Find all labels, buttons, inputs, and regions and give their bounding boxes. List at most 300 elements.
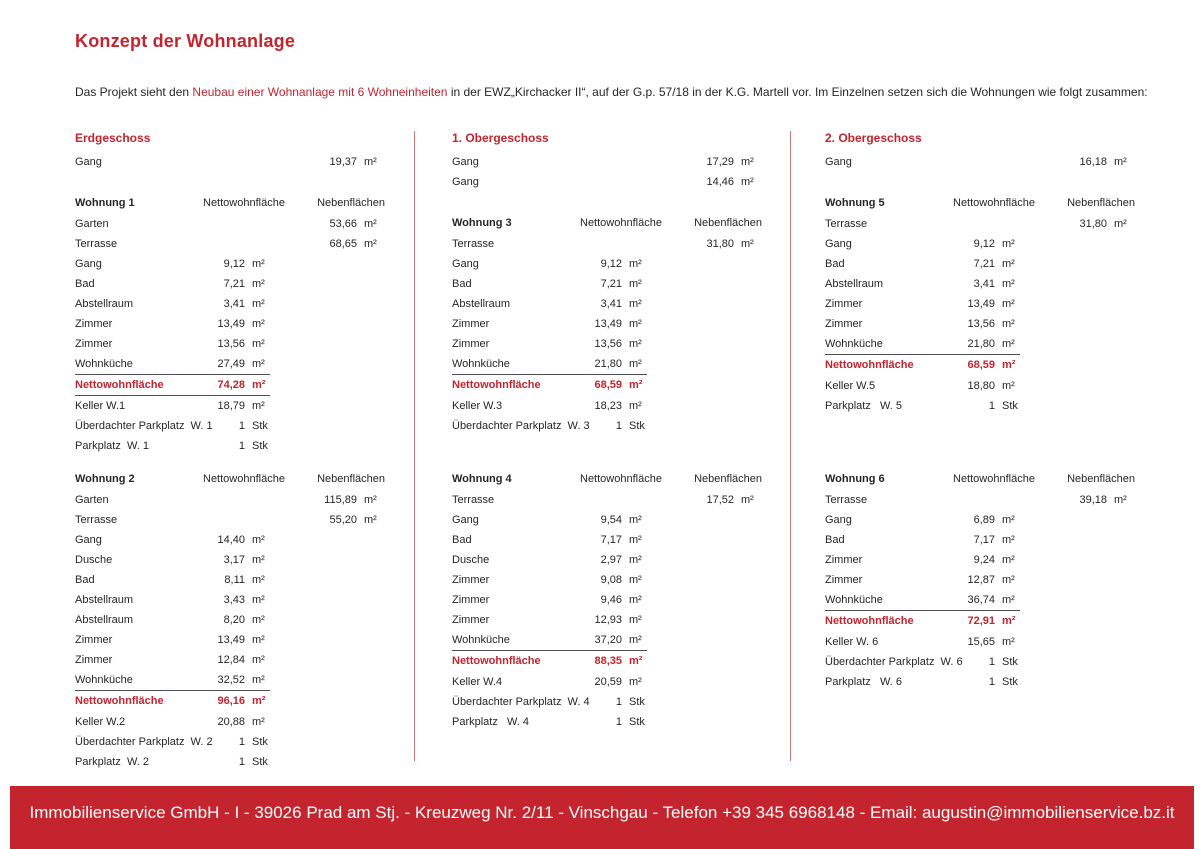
netto-unit: Stk [252, 440, 268, 452]
netto-unit: m² [629, 379, 643, 391]
netto-value: 72,91 [967, 615, 995, 627]
netto-unit: m² [629, 655, 643, 667]
row-label: Bad [75, 574, 95, 586]
footer-bar [10, 786, 1194, 849]
area-row [825, 490, 1135, 510]
neben-value: 31,80 [1079, 218, 1107, 230]
netto-value: 7,21 [600, 278, 622, 290]
netto-value: 3,43 [223, 594, 245, 606]
row-label: Keller W.2 [75, 716, 126, 728]
row-label: Dusche [75, 554, 113, 566]
nettowohnflaeche-total-row [75, 690, 385, 712]
netto-value: 8,20 [223, 614, 245, 626]
neben-value: 115,89 [324, 494, 357, 506]
extra-row [825, 652, 1135, 672]
neben-value: 39,18 [1079, 494, 1107, 506]
row-label: Überdachter Parkplatz W. 3 [452, 420, 590, 432]
footer-contact-text: Immobilienservice GmbH - I - 39026 Prad am Stj. - Kreuzweg Nr. 2/11 - Vinschgau - Telefon +39 345 6968148 - Email: augustin@immobilienservice.bz.it [29, 802, 1175, 822]
netto-unit: m² [252, 654, 265, 666]
extra-row [452, 672, 762, 692]
row-label: Nettowohnfläche [75, 695, 164, 707]
area-row [75, 590, 385, 610]
row-label: Abstellraum [825, 278, 884, 290]
intro-highlight: Neubau einer Wohnanlage mit 6 Wohneinheiten [192, 85, 448, 99]
area-row [75, 234, 385, 254]
floor-column-2-obergeschoss [825, 131, 1145, 786]
neben-unit: m² [741, 176, 754, 188]
netto-value: 3,17 [223, 554, 245, 566]
netto-unit: m² [252, 258, 265, 270]
extra-row [825, 632, 1135, 652]
floor-heading: Erdgeschoss [75, 131, 151, 145]
row-label: Garten [75, 218, 109, 230]
netto-unit: m² [1002, 318, 1015, 330]
netto-unit: m² [629, 634, 642, 646]
area-row [452, 490, 762, 510]
area-row [75, 510, 385, 530]
netto-column-header: Nettowohnfläche [203, 473, 285, 485]
netto-value: 1 [615, 716, 622, 728]
area-row [452, 590, 762, 610]
netto-unit: m² [1002, 574, 1015, 586]
netto-unit: m² [252, 716, 265, 728]
row-label: Keller W. 6 [825, 636, 879, 648]
netto-value: 9,08 [600, 574, 622, 586]
netto-value: 13,56 [217, 338, 245, 350]
extra-row [452, 712, 762, 732]
neben-unit: m² [1114, 218, 1127, 230]
row-label: Nettowohnfläche [825, 615, 914, 627]
netto-value: 88,35 [594, 655, 622, 667]
area-row [452, 254, 762, 274]
area-row [75, 294, 385, 314]
netto-value: 68,59 [594, 379, 622, 391]
netto-unit: m² [252, 554, 265, 566]
netto-value: 27,49 [217, 358, 245, 370]
row-label: Zimmer [75, 654, 113, 666]
netto-unit: m² [1002, 278, 1015, 290]
netto-unit: m² [629, 358, 642, 370]
apartment-block [452, 468, 762, 732]
common-area-row [452, 172, 762, 192]
area-row [452, 550, 762, 570]
row-label: Gang [452, 514, 479, 526]
area-row [75, 570, 385, 590]
netto-value: 68,59 [967, 359, 995, 371]
extra-row [452, 416, 762, 436]
netto-value: 9,12 [973, 238, 995, 250]
apartment-block [75, 468, 385, 772]
neben-unit: m² [1114, 494, 1127, 506]
netto-value: 1 [988, 400, 995, 412]
row-label: Parkplatz W. 2 [75, 756, 149, 768]
intro-paragraph [75, 85, 1165, 99]
neben-column-header: Nebenflächen [317, 473, 385, 485]
neben-column-header: Nebenflächen [317, 197, 385, 209]
netto-value: 15,65 [967, 636, 995, 648]
area-row [452, 234, 762, 254]
row-label: Zimmer [75, 634, 113, 646]
row-label: Bad [825, 534, 845, 546]
row-label: Wohnküche [825, 594, 883, 606]
netto-unit: m² [252, 400, 265, 412]
area-row [75, 274, 385, 294]
netto-value: 9,46 [600, 594, 622, 606]
neben-value: 16,18 [1079, 156, 1107, 168]
apartment-name: Wohnung 4 [452, 473, 512, 485]
neben-unit: m² [364, 238, 377, 250]
apartment-header-row [825, 468, 1135, 490]
netto-unit: Stk [1002, 676, 1018, 688]
netto-unit: Stk [1002, 400, 1018, 412]
netto-value: 8,11 [224, 574, 245, 586]
neben-value: 17,29 [706, 156, 734, 168]
netto-unit: m² [629, 338, 642, 350]
row-label: Zimmer [452, 614, 490, 626]
area-row [452, 510, 762, 530]
apartment-block [825, 468, 1135, 692]
netto-value: 9,24 [973, 554, 995, 566]
extra-row [75, 752, 385, 772]
netto-unit: m² [1002, 338, 1015, 350]
apartment-header-row [825, 192, 1135, 214]
netto-value: 13,49 [217, 318, 245, 330]
row-label: Nettowohnfläche [825, 359, 914, 371]
nettowohnflaeche-total-row [452, 374, 762, 396]
netto-column-header: Nettowohnfläche [953, 473, 1035, 485]
row-label: Zimmer [75, 338, 113, 350]
netto-value: 18,79 [217, 400, 245, 412]
netto-value: 13,56 [967, 318, 995, 330]
neben-value: 14,46 [706, 176, 734, 188]
intro-text-pre: Das Projekt sieht den [75, 85, 193, 99]
netto-value: 37,20 [594, 634, 622, 646]
apartment-header-row [75, 192, 385, 214]
netto-unit: m² [1002, 380, 1015, 392]
netto-unit: m² [252, 278, 265, 290]
netto-unit: m² [629, 318, 642, 330]
netto-value: 3,41 [973, 278, 995, 290]
row-label: Parkplatz W. 6 [825, 676, 903, 688]
netto-value: 1 [238, 420, 245, 432]
neben-value: 53,66 [329, 218, 357, 230]
area-row [825, 254, 1135, 274]
netto-unit: m² [1002, 298, 1015, 310]
netto-unit: m² [252, 534, 265, 546]
netto-value: 7,21 [973, 258, 995, 270]
netto-unit: m² [629, 574, 642, 586]
area-row [825, 334, 1135, 354]
netto-value: 13,49 [967, 298, 995, 310]
netto-unit: m² [252, 298, 265, 310]
area-row [825, 274, 1135, 294]
floor-heading: 1. Obergeschoss [452, 131, 549, 145]
row-label: Überdachter Parkplatz W. 2 [75, 736, 213, 748]
netto-value: 20,88 [217, 716, 245, 728]
common-area-row [452, 152, 762, 172]
netto-unit: m² [252, 614, 265, 626]
netto-unit: m² [1002, 238, 1015, 250]
area-row [75, 314, 385, 334]
netto-value: 74,28 [217, 379, 245, 391]
row-label: Überdachter Parkplatz W. 6 [825, 656, 963, 668]
neben-unit: m² [741, 156, 754, 168]
netto-value: 1 [615, 420, 622, 432]
row-label: Bad [75, 278, 95, 290]
netto-unit: m² [1002, 636, 1015, 648]
area-row [452, 314, 762, 334]
area-row [75, 334, 385, 354]
netto-value: 32,52 [217, 674, 245, 686]
netto-value: 12,87 [967, 574, 995, 586]
row-label: Gang [452, 156, 479, 168]
netto-unit: m² [629, 594, 642, 606]
area-row [75, 490, 385, 510]
neben-unit: m² [741, 238, 754, 250]
row-label: Terrasse [75, 238, 118, 250]
area-row [452, 294, 762, 314]
row-label: Keller W.4 [452, 676, 503, 688]
netto-value: 20,59 [594, 676, 622, 688]
floor-column-1-obergeschoss [452, 131, 772, 786]
netto-unit: m² [629, 400, 642, 412]
netto-unit: m² [252, 634, 265, 646]
netto-value: 1 [238, 736, 245, 748]
netto-unit: m² [252, 674, 265, 686]
row-label: Überdachter Parkplatz W. 1 [75, 420, 213, 432]
netto-unit: m² [1002, 258, 1015, 270]
neben-unit: m² [741, 494, 754, 506]
netto-unit: m² [629, 534, 642, 546]
neben-unit: m² [1114, 156, 1127, 168]
neben-value: 31,80 [706, 238, 734, 250]
apartment-block [75, 192, 395, 456]
area-row [75, 354, 385, 374]
netto-unit: m² [1002, 514, 1015, 526]
area-row [825, 550, 1135, 570]
row-label: Gang [452, 258, 479, 270]
netto-unit: m² [252, 358, 265, 370]
area-row [825, 590, 1135, 610]
row-label: Nettowohnfläche [452, 655, 541, 667]
apartment-name: Wohnung 1 [75, 197, 135, 209]
apartment-name: Wohnung 2 [75, 473, 135, 485]
common-area-row [825, 152, 1135, 172]
netto-value: 96,16 [217, 695, 245, 707]
row-label: Terrasse [825, 218, 868, 230]
apartment-header-row [75, 468, 385, 490]
netto-value: 7,17 [600, 534, 622, 546]
nettowohnflaeche-total-row [452, 650, 762, 672]
floor-column-erdgeschoss [75, 131, 395, 786]
nettowohnflaeche-total-row [825, 610, 1135, 632]
extra-row [75, 712, 385, 732]
netto-unit: m² [629, 676, 642, 688]
netto-value: 21,80 [594, 358, 622, 370]
netto-value: 36,74 [967, 594, 995, 606]
area-row [75, 650, 385, 670]
row-label: Nettowohnfläche [452, 379, 541, 391]
row-label: Parkplatz W. 1 [75, 440, 149, 452]
netto-unit: Stk [252, 756, 268, 768]
neben-value: 17,52 [706, 494, 734, 506]
netto-unit: Stk [629, 696, 645, 708]
netto-unit: m² [252, 574, 265, 586]
netto-column-header: Nettowohnfläche [580, 473, 662, 485]
neben-column-header: Nebenflächen [1067, 473, 1135, 485]
netto-value: 13,49 [594, 318, 622, 330]
netto-value: 9,12 [223, 258, 245, 270]
netto-unit: m² [1002, 594, 1015, 606]
neben-value: 19,37 [329, 156, 357, 168]
row-label: Wohnküche [75, 674, 133, 686]
netto-unit: m² [1002, 359, 1016, 371]
netto-unit: m² [629, 514, 642, 526]
area-row [825, 214, 1135, 234]
area-row [75, 670, 385, 690]
row-label: Zimmer [452, 594, 490, 606]
area-row [452, 530, 762, 550]
netto-value: 21,80 [967, 338, 995, 350]
row-label: Gang [825, 514, 852, 526]
netto-unit: Stk [252, 420, 268, 432]
netto-value: 9,12 [600, 258, 622, 270]
row-label: Abstellraum [75, 298, 134, 310]
extra-row [75, 732, 385, 752]
area-row [75, 214, 385, 234]
area-row [452, 274, 762, 294]
row-label: Keller W.1 [75, 400, 126, 412]
apartment-name: Wohnung 3 [452, 217, 512, 229]
row-label: Wohnküche [452, 358, 510, 370]
row-label: Überdachter Parkplatz W. 4 [452, 696, 590, 708]
row-label: Nettowohnfläche [75, 379, 164, 391]
netto-value: 18,23 [594, 400, 622, 412]
row-label: Parkplatz W. 5 [825, 400, 903, 412]
row-label: Zimmer [75, 318, 113, 330]
netto-value: 7,21 [223, 278, 245, 290]
area-row [75, 550, 385, 570]
row-label: Gang [452, 176, 479, 188]
netto-value: 12,93 [594, 614, 622, 626]
netto-unit: m² [252, 338, 265, 350]
extra-row [825, 396, 1135, 416]
row-label: Dusche [452, 554, 490, 566]
row-label: Wohnküche [75, 358, 133, 370]
netto-unit: m² [1002, 554, 1015, 566]
extra-row [452, 692, 762, 712]
area-row [825, 510, 1135, 530]
row-label: Terrasse [452, 494, 495, 506]
netto-value: 7,17 [973, 534, 995, 546]
row-label: Zimmer [825, 318, 863, 330]
row-label: Gang [825, 156, 852, 168]
row-label: Gang [75, 258, 102, 270]
netto-unit: Stk [629, 420, 645, 432]
neben-value: 55,20 [329, 514, 357, 526]
netto-unit: m² [629, 278, 642, 290]
netto-unit: m² [629, 614, 642, 626]
area-row [825, 530, 1135, 550]
row-label: Bad [452, 534, 472, 546]
row-label: Zimmer [825, 298, 863, 310]
row-label: Bad [452, 278, 472, 290]
apartment-block [452, 212, 772, 436]
netto-value: 1 [238, 756, 245, 768]
netto-value: 13,56 [594, 338, 622, 350]
row-label: Wohnküche [825, 338, 883, 350]
area-row [825, 314, 1135, 334]
apartment-name: Wohnung 6 [825, 473, 885, 485]
row-label: Garten [75, 494, 109, 506]
netto-value: 6,89 [973, 514, 995, 526]
floor-heading: 2. Obergeschoss [825, 131, 922, 145]
row-label: Zimmer [825, 574, 863, 586]
row-label: Zimmer [452, 338, 490, 350]
apartment-header-row [452, 212, 762, 234]
area-row [75, 630, 385, 650]
netto-unit: m² [252, 379, 266, 391]
area-row [452, 354, 762, 374]
row-label: Terrasse [75, 514, 118, 526]
netto-column-header: Nettowohnfläche [580, 217, 662, 229]
apartment-block [825, 192, 1145, 416]
netto-unit: m² [629, 554, 642, 566]
row-label: Zimmer [452, 318, 490, 330]
netto-unit: m² [252, 695, 266, 707]
column-divider-1 [414, 131, 415, 761]
neben-unit: m² [364, 514, 377, 526]
neben-value: 68,65 [329, 238, 357, 250]
extra-row [75, 436, 385, 456]
netto-unit: Stk [1002, 656, 1018, 668]
neben-unit: m² [364, 218, 377, 230]
neben-column-header: Nebenflächen [694, 217, 762, 229]
row-label: Gang [75, 156, 102, 168]
area-row [825, 234, 1135, 254]
netto-unit: m² [1002, 615, 1016, 627]
row-label: Bad [825, 258, 845, 270]
row-label: Zimmer [452, 574, 490, 586]
column-divider-2 [790, 131, 791, 761]
netto-unit: m² [252, 594, 265, 606]
area-row [452, 630, 762, 650]
netto-value: 9,54 [600, 514, 622, 526]
area-row [825, 570, 1135, 590]
netto-value: 18,80 [967, 380, 995, 392]
row-label: Zimmer [825, 554, 863, 566]
row-label: Keller W.5 [825, 380, 876, 392]
netto-unit: m² [629, 258, 642, 270]
netto-unit: Stk [629, 716, 645, 728]
apartment-name: Wohnung 5 [825, 197, 885, 209]
netto-value: 1 [988, 676, 995, 688]
netto-value: 13,49 [217, 634, 245, 646]
row-label: Parkplatz W. 4 [452, 716, 530, 728]
area-row [75, 530, 385, 550]
netto-value: 14,40 [217, 534, 245, 546]
common-area-row [75, 152, 385, 172]
row-label: Abstellraum [75, 614, 134, 626]
area-row [452, 570, 762, 590]
area-row [452, 334, 762, 354]
row-label: Wohnküche [452, 634, 510, 646]
extra-row [825, 376, 1135, 396]
neben-unit: m² [364, 156, 377, 168]
row-label: Terrasse [452, 238, 495, 250]
intro-text-post: in der EWZ„Kirchacker II“, auf der G.p. 57/18 in der K.G. Martell vor. Im Einzelnen setzen sich die Wohnungen wie folgt zusammen: [447, 85, 1148, 99]
netto-unit: m² [629, 298, 642, 310]
